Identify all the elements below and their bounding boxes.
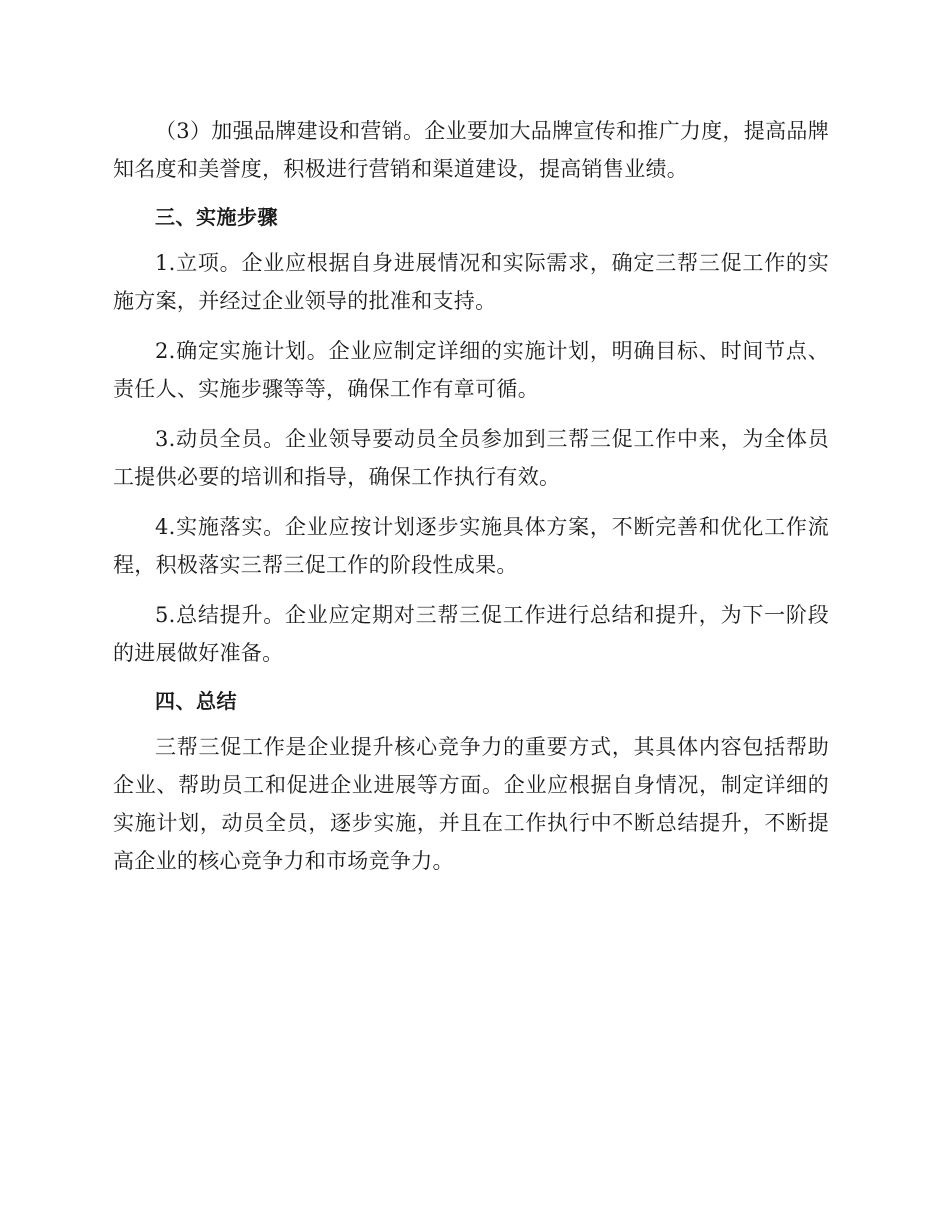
section-heading-summary: 四、总结 <box>155 689 237 713</box>
paragraph-step-2: 2.确定实施计划。企业应制定详细的实施计划，明确目标、时间节点、责任人、实施步骤等等，确保工作有章可循。 <box>113 339 829 401</box>
paragraph-step-4: 4.实施落实。企业应按计划逐步实施具体方案，不断完善和优化工作流程，积极落实三帮三促工作的阶段性成果。 <box>113 515 829 577</box>
section-heading-implementation-steps: 三、实施步骤 <box>155 205 278 229</box>
paragraph-step-3: 3.动员全员。企业领导要动员全员参加到三帮三促工作中来，为全体员工提供必要的培训和指导，确保工作执行有效。 <box>113 427 829 489</box>
paragraph-step-5: 5.总结提升。企业应定期对三帮三促工作进行总结和提升，为下一阶段的进展做好准备。 <box>113 603 829 665</box>
document-body <box>113 112 829 880</box>
paragraph-brand-marketing: （3）加强品牌建设和营销。企业要加大品牌宣传和推广力度，提高品牌知名度和美誉度，积极进行营销和渠道建设，提高销售业绩。 <box>113 119 829 181</box>
paragraph-summary: 三帮三促工作是企业提升核心竞争力的重要方式，其具体内容包括帮助企业、帮助员工和促进企业进展等方面。企业应根据自身情况，制定详细的实施计划，动员全员，逐步实施，并且在工作执行中不断总结提升，不断提高企业的核心竞争力和市场竞争力。 <box>113 735 829 873</box>
paragraph-step-1: 1.立项。企业应根据自身进展情况和实际需求，确定三帮三促工作的实施方案，并经过企业领导的批准和支持。 <box>113 251 829 313</box>
